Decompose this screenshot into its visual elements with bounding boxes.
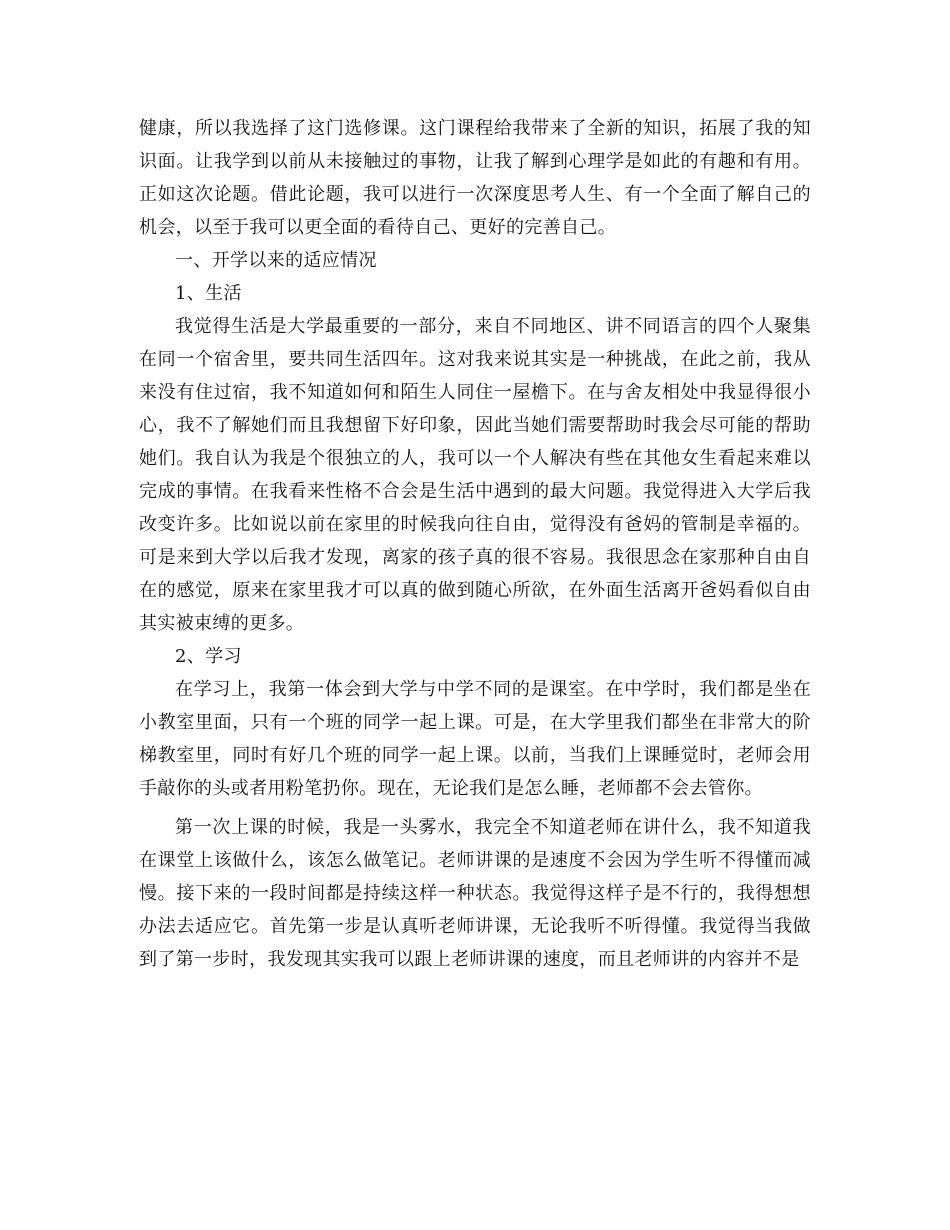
paragraph-intro-continuation: 健康，所以我选择了这门选修课。这门课程给我带来了全新的知识，拓展了我的知识面。让我学到以前从未接触过的事物，让我了解到心理学是如此的有趣和有用。正如这次论题。借此论题，我可以进行一次深度思考人生、有一个全面了解自己的机会，以至于我可以更全面的看待自己、更好的完善自己。 [139, 118, 811, 238]
paragraph-life: 我觉得生活是大学最重要的一部分，来自不同地区、讲不同语言的四个人聚集在同一个宿舍里，要共同生活四年。这对我来说其实是一种挑战，在此之前，我从来没有住过宿，我不知道如何和陌生人同住一屋檐下。在与舍友相处中我显得很小心，我不了解她们而且我想留下好印象，因此当她们需要帮助时我会尽可能的帮助她们。我自认为我是个很独立的人，我可以一个人解决有些在其他女生看起来难以完成的事情。在我看来性格不合会是生活中遇到的最大问题。我觉得进入大学后我改变许多。比如说以前在家里的时候我向往自由，觉得没有爸妈的管制是幸福的。可是来到大学以后我才发现，离家的孩子真的很不容易。我很思念在家那种自由自在的感觉，原来在家里我才可以真的做到随心所欲，在外面生活离开爸妈看似自由其实被束缚的更多。 [139, 316, 811, 634]
paragraph-study-classroom: 在学习上，我第一体会到大学与中学不同的是课室。在中学时，我们都是坐在小教室里面，只有一个班的同学一起上课。可是，在大学里我们都坐在非常大的阶梯教室里，同时有好几个班的同学一起上课。以前，当我们上课睡觉时，老师会用手敲你的头或者用粉笔扔你。现在，无论我们是怎么睡，老师都不会去管你。 [139, 679, 811, 799]
paragraph-study-first-class: 第一次上课的时候，我是一头雾水，我完全不知道老师在讲什么，我不知道我在课堂上该做什么，该怎么做笔记。老师讲课的是速度不会因为学生听不得懂而减慢。接下来的一段时间都是持续这样一种状态。我觉得这样子是不行的，我得想想办法去适应它。首先第一步是认真听老师讲课，无论我听不听得懂。我觉得当我做到了第一步时，我发现其实我可以跟上老师讲课的速度，而且老师讲的内容并不是 [139, 817, 811, 970]
document-body [139, 112, 811, 976]
subsection-heading-study: 2、学习 [175, 646, 242, 667]
subsection-heading-life: 1、生活 [175, 283, 242, 304]
section-heading-adaptation: 一、开学以来的适应情况 [175, 250, 377, 271]
